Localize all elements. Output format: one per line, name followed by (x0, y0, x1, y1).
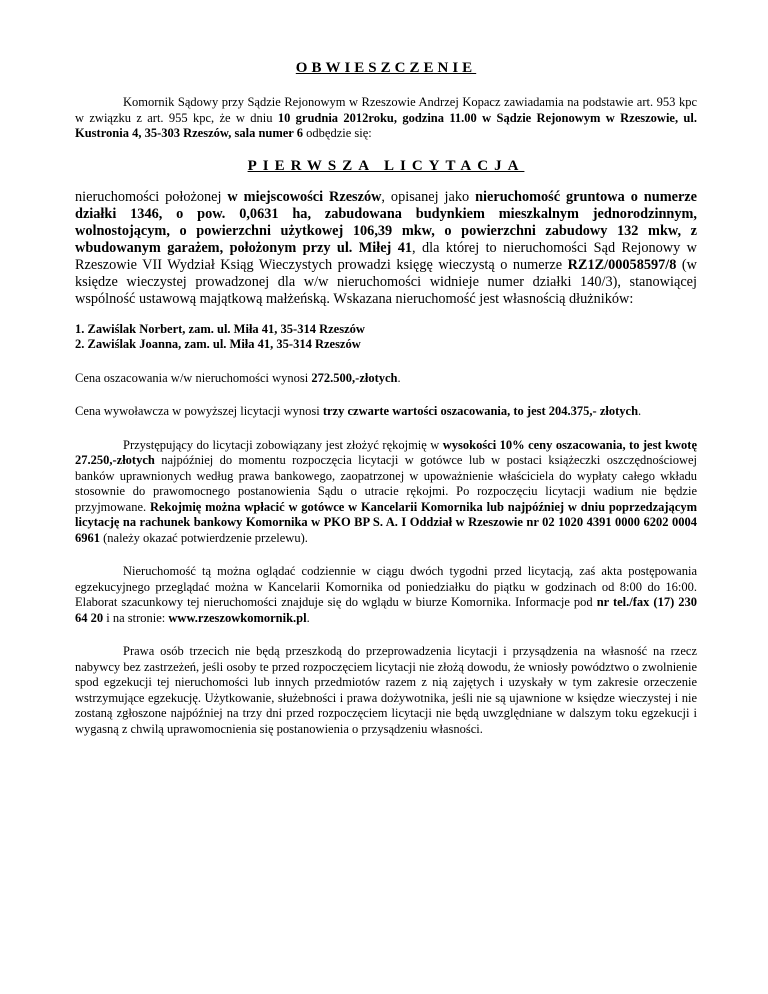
notice-page (75, 60, 697, 737)
viewing-text-2: i na stronie: (103, 610, 169, 625)
debtor-item: 2. Zawiślak Joanna, zam. ul. Miła 41, 35-314 Rzeszów (75, 337, 361, 351)
deposit-amount: wysokości 10% ceny oszacowania, to jest kwotę 27.250,-złotych (75, 437, 698, 467)
valuation-text-1: Cena oszacowania w/w nieruchomości wynosi (75, 370, 312, 385)
valuation-text-2: . (397, 370, 401, 385)
phone-number: nr tel./fax (17) 230 64 20 (75, 595, 697, 625)
property-text-4: (w księdze wieczystej prowadzonej dla w/w nieruchomości widnieje numer działki 140/3), stanowiącej wspólność ustawową majątkową małżeńską. Wskazana nieruchomość jest własnością dłużników: (75, 256, 697, 307)
starting-price: trzy czwarte wartości oszacowania, to jest 204.375,- złotych (322, 404, 639, 418)
land-register-number: RZ1Z/00058597/8 (567, 256, 677, 273)
valuation-amount: 272.500,-złotych (311, 370, 398, 385)
intro-text-2: odbędzie się: (303, 126, 372, 140)
deposit-text-2: najpóźniej do momentu rozpoczęcia licytacji w gotówce lub w postaci książeczki oszczędnościowej banków uprawnionych według prawa bankowego, zaopatrzonej w upoważnienie właściciela do wypłaty całego wkładu stosownie do prawomocnego postanowienia Sądu o utracie rękojmi. Po rozpoczęciu licytacji wadium nie będzie przyjmowane. (75, 453, 697, 514)
auction-date-place: 10 grudnia 2012roku, godzina 11.00 w Sądzie Rejonowym w Rzeszowie, ul. Kustronia 4, 35-303 Rzeszów, sala numer 6 (75, 110, 697, 140)
debtor-item: 1. Zawiślak Norbert, zam. ul. Miła 41, 35-314 Rzeszów (75, 321, 365, 336)
deposit-text-3: (należy okazać potwierdzenie przelewu). (100, 530, 308, 545)
intro-paragraph (75, 95, 697, 142)
website-link[interactable]: www.rzeszowkomornik.pl (168, 610, 307, 625)
notice-title: OBWIESZCZENIE (295, 60, 477, 76)
viewing-text-3: . (306, 610, 310, 625)
property-location: w miejscowości Rzeszów (227, 188, 382, 205)
property-text-2: , opisanej jako (381, 188, 476, 205)
property-text-1: nieruchomości położonej (75, 188, 228, 205)
auction-title: PIERWSZA LICYTACJA (247, 157, 525, 174)
debtors-list (75, 322, 697, 353)
viewing-text-1: Nieruchomość tą można oglądać codziennie w ciągu dwóch tygodni przed licytacją, zaś akta postępowania egzekucyjnego przeglądać można w Kancelarii Komornika od poniedziałku do piątku w godzinach od 8:00 do 16:00. Elaborat szacunkowy tej nieruchomości znajduje się do wglądu w biurze Komornika. Informacje pod (75, 564, 697, 609)
deposit-paragraph (75, 438, 697, 547)
price-text-1: Cena wywoławcza w powyższej licytacji wynosi (75, 404, 323, 418)
bank-account-info: Rekojmię można wpłacić w gotówce w Kancelarii Komornika lub najpóźniej w dniu poprzedzającym licytację na rachunek bankowy Komornika w PKO BP S. A. I Oddział w Rzeszowie nr 02 1020 4391 0000 6202 0004 6961 (75, 499, 697, 545)
price-text-2: . (638, 404, 642, 418)
property-text-3: , dla której to nieruchomości Sąd Rejonowy w Rzeszowie VII Wydział Ksiąg Wieczystych prowadzi księgę wieczystą o numerze (75, 239, 697, 273)
intro-text-1: Komornik Sądowy przy Sądzie Rejonowym w Rzeszowie Andrzej Kopacz zawiadamia na podstawie art. 953 kpc w związku z art. 955 kpc, że w dniu (75, 95, 697, 125)
valuation-paragraph (75, 371, 697, 387)
property-paragraph (75, 189, 697, 308)
viewing-paragraph (75, 564, 697, 626)
property-description: nieruchomość gruntowa o numerze działki 1346, o pow. 0,0631 ha, zabudowana budynkiem mieszkalnym jednorodzinnym, wolnostojącym, o powierzchni użytkowej 106,39 mkw, o powierzchni zabudowy 132 mkw, z wbudowanym garażem, położonym przy ul. Miłej 41 (75, 188, 697, 256)
price-paragraph (75, 404, 697, 420)
deposit-text-1: Przystępujący do licytacji zobowiązany jest złożyć rękojmię w (123, 437, 443, 452)
rights-paragraph: Prawa osób trzecich nie będą przeszkodą do przeprowadzenia licytacji i przysądzenia na własność na rzecz nabywcy bez zastrzeżeń, jeśli osoby te przed rozpoczęciem licytacji nie złożą dowodu, że wniosły powództwo o zwolnienie spod egzekucji tej nieruchomości lub innych przedmiotów razem z nią zajętych i uzyskały w tym zakresie orzeczenie wstrzymujące egzekucję. Użytkowanie, służebności i prawa dożywotnika, jeśli nie są ujawnione w księdze wieczystej i nie zostaną zgłoszone najpóźniej na trzy dni przed rozpoczęciem licytacji nie będą uwzględniane w dalszym toku egzekucji i wygasną z chwilą uprawomocnienia się postanowienia o przysądzeniu własności. (75, 644, 697, 736)
